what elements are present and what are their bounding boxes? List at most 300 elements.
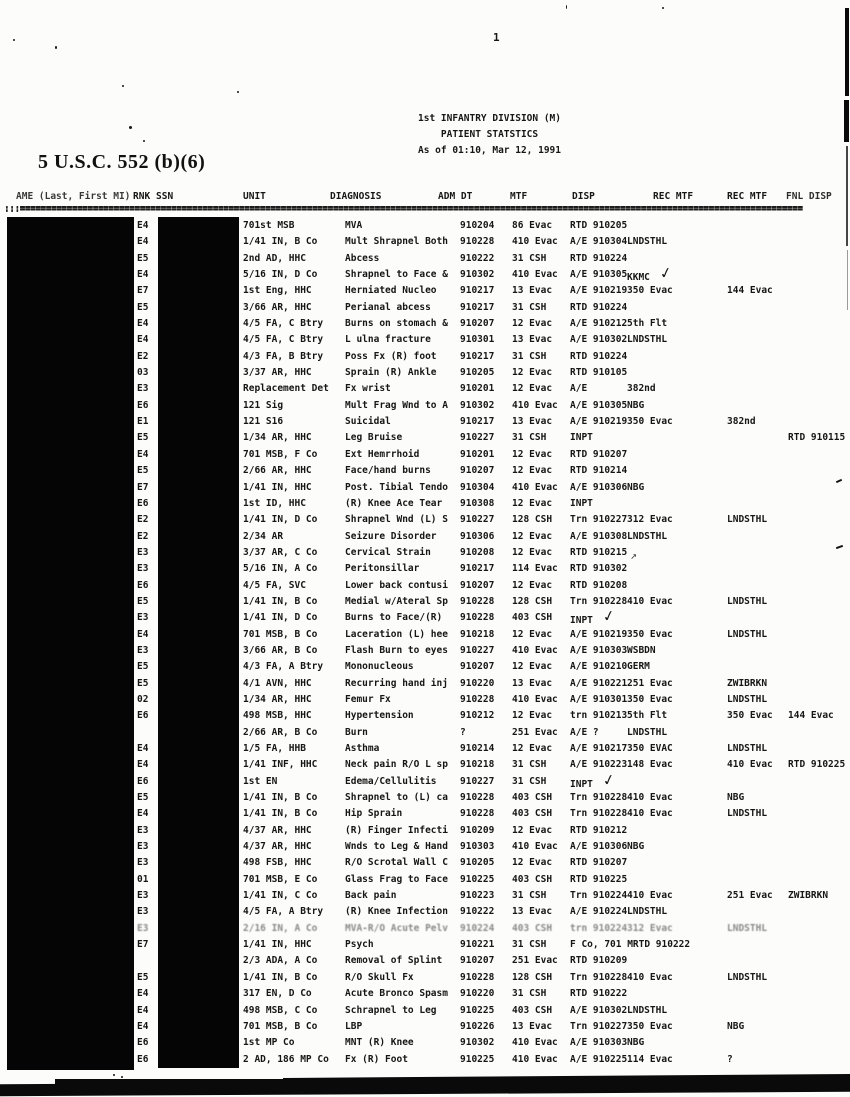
cell-rank: E4 [137, 1020, 149, 1032]
cell-receiving-mtf-1: KKMC ✓ [627, 262, 674, 284]
cell-disposition: trn 910213 [570, 710, 628, 722]
cell-mtf: 12 Evac [512, 383, 553, 395]
cell-diagnosis: Wnds to Leg & Hand [345, 841, 448, 853]
cell-disposition: F Co, 701 MRTD 910222 [570, 939, 691, 951]
cell-receiving-mtf-1: 350 Evac [627, 416, 673, 428]
page-number: 1 [493, 31, 500, 44]
column-header-ame-last-first-mi: AME (Last, First MI) [16, 191, 131, 202]
cell-disposition: A/E 910210 [570, 661, 628, 673]
cell-rank: E4 [137, 334, 149, 346]
cell-disposition: A/E 910225 [570, 1053, 628, 1065]
cell-disposition: A/E 910219 [570, 285, 628, 297]
cell-unit: 4/5 FA, C Btry [243, 318, 324, 330]
cell-rank: 01 [137, 873, 149, 885]
handwritten-arrow-mark: ↗ [630, 551, 637, 561]
cell-diagnosis: Burns on stomach & [345, 318, 448, 330]
cell-admission-date: 910207 [460, 318, 495, 330]
cell-mtf: 403 CSH [512, 808, 553, 820]
cell-rank: E2 [137, 514, 149, 526]
cell-diagnosis: Mult Shrapnel Both [345, 236, 448, 248]
cell-receiving-mtf-1: 410 Evac [627, 971, 673, 983]
cell-diagnosis: Peritonsillar [345, 563, 420, 575]
cell-mtf: 12 Evac [512, 530, 553, 542]
cell-mtf: 251 Evac [512, 955, 558, 967]
cell-admission-date: 910222 [460, 252, 495, 264]
cell-admission-date: 910207 [460, 579, 495, 591]
cell-mtf: 31 CSH [512, 890, 547, 902]
cell-unit: 2/66 AR, B Co [243, 726, 318, 738]
cell-disposition: INPT [570, 497, 593, 509]
cell-unit: 1/34 AR, HHC [243, 693, 312, 705]
cell-admission-date: 910228 [460, 792, 495, 804]
cell-admission-date: 910306 [460, 530, 495, 542]
cell-admission-date: 910228 [460, 595, 495, 607]
cell-receiving-mtf-2: ZWIBRKN [727, 677, 768, 689]
cell-admission-date: 910209 [460, 824, 495, 836]
cell-unit: 1/41 IN, B Co [243, 595, 318, 607]
cell-admission-date: 910220 [460, 677, 495, 689]
cell-admission-date: 910302 [460, 399, 495, 411]
cell-unit: 4/37 AR, HHC [243, 841, 312, 853]
handwritten-checkmark: ✓ [657, 262, 674, 284]
cell-admission-date: 910225 [460, 1053, 495, 1065]
cell-disposition: A/E 910306 [570, 481, 628, 493]
cell-rank: E2 [137, 350, 149, 362]
cell-rank: E3 [137, 906, 149, 918]
cell-rank: E6 [137, 775, 149, 787]
cell-rank: E6 [137, 1037, 149, 1049]
cell-diagnosis: (R) Finger Infecti [345, 824, 448, 836]
cell-mtf: 12 Evac [512, 824, 553, 836]
cell-unit: 1st EN [243, 775, 278, 787]
cell-receiving-mtf-1: NBG [627, 1037, 645, 1049]
cell-final-disposition: RTD 910115 [788, 432, 846, 444]
cell-disposition: RTD 910208 [570, 579, 628, 591]
cell-receiving-mtf-1: NBG [627, 399, 645, 411]
cell-disposition: A/E 910223 [570, 759, 628, 771]
cell-mtf: 12 Evac [512, 857, 553, 869]
cell-diagnosis: Sprain (R) Ankle [345, 367, 437, 379]
cell-diagnosis: Lower back contusi [345, 579, 448, 591]
column-header-mtf: MTF [510, 191, 528, 202]
cell-admission-date: 910218 [460, 759, 495, 771]
cell-rank: E5 [137, 465, 149, 477]
cell-admission-date: 910204 [460, 220, 495, 231]
cell-admission-date: 910227 [460, 432, 495, 444]
cell-admission-date: 910228 [460, 971, 495, 983]
cell-receiving-mtf-1: LNDSTHL [627, 906, 668, 918]
cell-mtf: 31 CSH [512, 939, 547, 951]
cell-rank: E3 [137, 546, 149, 558]
cell-mtf: 12 Evac [512, 367, 553, 379]
cell-unit: 701 MSB, B Co [243, 628, 318, 640]
cell-admission-date: 910227 [460, 644, 495, 656]
cell-diagnosis: Burns to Face/(R) [345, 612, 443, 624]
cell-rank: E6 [137, 579, 149, 591]
cell-admission-date: 910221 [460, 939, 495, 951]
cell-mtf: 12 Evac [512, 710, 553, 722]
cell-diagnosis: R/O Skull Fx [345, 971, 414, 983]
cell-unit: Replacement Det [243, 383, 329, 395]
cell-disposition: A/E [570, 383, 588, 395]
cell-receiving-mtf-2: 382nd [727, 416, 756, 428]
cell-diagnosis: MNT (R) Knee [345, 1037, 414, 1049]
cell-receiving-mtf-1: 410 Evac [627, 808, 673, 820]
handwritten-checkmark: ✓ [600, 606, 617, 627]
cell-unit: 5/16 IN, D Co [243, 269, 318, 281]
cell-diagnosis: Neck pain R/O L sp [345, 759, 448, 771]
cell-disposition: A/E 910303 [570, 644, 628, 656]
cell-rank: E4 [137, 808, 149, 820]
cell-receiving-mtf-2: LNDSTHL [727, 514, 768, 526]
scan-speckle [113, 1074, 115, 1076]
cell-diagnosis: Hip Sprain [345, 808, 403, 820]
cell-rank: E3 [137, 841, 149, 853]
cell-admission-date: 910205 [460, 857, 495, 869]
cell-unit: 2 AD, 186 MP Co [243, 1053, 329, 1065]
cell-disposition: A/E 910221 [570, 677, 628, 689]
cell-disposition: Trn 910224 [570, 890, 628, 902]
cell-receiving-mtf-1: 148 Evac [627, 759, 673, 771]
scan-speckle [143, 140, 145, 142]
cell-rank: E4 [137, 1004, 149, 1016]
scan-speckle [122, 85, 124, 87]
cell-unit: 2/3 ADA, A Co [243, 955, 318, 967]
cell-rank: E7 [137, 939, 149, 951]
cell-disposition: A/E 910224 [570, 906, 628, 918]
cell-diagnosis: L ulna fracture [345, 334, 431, 346]
cell-admission-date: 910207 [460, 955, 495, 967]
cell-mtf: 31 CSH [512, 350, 547, 362]
cell-disposition: RTD 910224 [570, 301, 628, 313]
cell-unit: 1/41 IN, B Co [243, 236, 318, 248]
cell-rank: E4 [137, 269, 149, 281]
cell-rank: E1 [137, 416, 149, 428]
column-header-adm-dt: ADM DT [438, 191, 473, 202]
cell-rank: E3 [137, 857, 149, 869]
cell-mtf: 12 Evac [512, 628, 553, 640]
cell-admission-date: 910225 [460, 1004, 495, 1016]
cell-receiving-mtf-2: 350 Evac [727, 710, 773, 722]
cell-receiving-mtf-1: LNDSTHL [627, 1004, 668, 1016]
cell-rank: E6 [137, 399, 149, 411]
cell-mtf: 410 Evac [512, 644, 558, 656]
cell-disposition: RTD 910214 [570, 465, 628, 477]
cell-receiving-mtf-2: LNDSTHL [727, 743, 768, 754]
cell-mtf: 13 Evac [512, 334, 553, 346]
cell-diagnosis: Flash Burn to eyes [345, 644, 448, 656]
cell-mtf: 410 Evac [512, 1037, 558, 1049]
cell-diagnosis: Ext Hemrrhoid [345, 448, 420, 460]
cell-admission-date: 910302 [460, 1037, 495, 1049]
cell-diagnosis: Suicidal [345, 416, 391, 428]
column-header-disp: DISP [572, 191, 595, 202]
cell-unit: 3/37 AR, C Co [243, 546, 318, 558]
cell-diagnosis: Mult Frag Wnd to A [345, 399, 448, 411]
cell-diagnosis: Laceration (L) hee [345, 628, 448, 640]
cell-rank: E3 [137, 824, 149, 836]
cell-diagnosis: Fx (R) Foot [345, 1053, 408, 1065]
cell-diagnosis: Burn [345, 726, 368, 738]
cell-final-disposition: RTD 910225 [788, 759, 846, 771]
cell-disposition: A/E 910219 [570, 628, 628, 640]
cell-receiving-mtf-2: NBG [727, 792, 745, 804]
cell-receiving-mtf-1: 350 Evac [627, 628, 673, 640]
cell-mtf: 13 Evac [512, 906, 553, 918]
cell-unit: 701 MSB, B Co [243, 1020, 318, 1032]
cell-diagnosis: Leg Bruise [345, 432, 403, 444]
cell-mtf: 410 Evac [512, 1053, 558, 1065]
cell-diagnosis: Shrapnel to (L) ca [345, 792, 448, 804]
scan-speckle [662, 7, 664, 9]
cell-unit: 2/66 AR, HHC [243, 465, 312, 477]
cell-rank: E3 [137, 383, 149, 395]
cell-disposition: A/E 910305 [570, 269, 628, 281]
cell-unit: 317 EN, D Co [243, 988, 312, 1000]
cell-disposition: A/E ? [570, 726, 599, 738]
cell-mtf: 31 CSH [512, 759, 547, 771]
scan-artifact-edge-line [845, 8, 849, 96]
cell-diagnosis: Herniated Nucleo [345, 285, 437, 297]
cell-mtf: 410 Evac [512, 399, 558, 411]
handwritten-checkmark: ✓ [600, 769, 617, 790]
cell-rank: E4 [137, 236, 149, 248]
cell-receiving-mtf-1: 114 Evac [627, 1053, 673, 1065]
cell-mtf: 13 Evac [512, 416, 553, 428]
cell-admission-date: 910217 [460, 563, 495, 575]
cell-disposition: INPT ✓ [570, 606, 617, 627]
cell-diagnosis: Shrapnel to Face & [345, 269, 448, 281]
cell-diagnosis: Medial w/Ateral Sp [345, 595, 448, 607]
cell-mtf: 128 CSH [512, 595, 553, 607]
cell-receiving-mtf-1: WSBDN [627, 644, 656, 656]
cell-disposition: RTD 910302 [570, 563, 628, 575]
cell-mtf: 31 CSH [512, 301, 547, 313]
cell-disposition: Trn 910228 [570, 971, 628, 983]
cell-mtf: 403 CSH [512, 1004, 553, 1016]
cell-receiving-mtf-2: LNDSTHL [727, 922, 768, 934]
cell-disposition: RTD 910225 [570, 873, 628, 885]
cell-receiving-mtf-1: GERM [627, 661, 650, 673]
cell-diagnosis: Acute Bronco Spasm [345, 988, 448, 1000]
cell-unit: 2nd AD, HHC [243, 252, 306, 264]
cell-mtf: 114 Evac [512, 563, 558, 575]
cell-mtf: 251 Evac [512, 726, 558, 738]
cell-admission-date: 910303 [460, 841, 495, 853]
cell-disposition: A/E 910217 [570, 743, 628, 754]
cell-receiving-mtf-1: 410 Evac [627, 792, 673, 804]
scan-speckle [129, 126, 132, 129]
cell-diagnosis: Schrapnel to Leg [345, 1004, 437, 1016]
cell-mtf: 12 Evac [512, 448, 553, 460]
cell-mtf: 31 CSH [512, 988, 547, 1000]
report-title-line1: 1st INFANTRY DIVISION (M) [418, 113, 561, 124]
cell-admission-date: 910301 [460, 334, 495, 346]
cell-unit: 121 S16 [243, 416, 284, 428]
cell-admission-date: ? [460, 726, 466, 738]
cell-admission-date: 910217 [460, 285, 495, 297]
cell-admission-date: 910222 [460, 906, 495, 918]
cell-receiving-mtf-1: 312 Evac [627, 922, 673, 934]
cell-disposition: RTD 910224 [570, 350, 628, 362]
cell-receiving-mtf-1: 410 Evac [627, 595, 673, 607]
cell-admission-date: 910304 [460, 481, 495, 493]
cell-unit: 4/37 AR, HHC [243, 824, 312, 836]
cell-disposition: RTD 910209 [570, 955, 628, 967]
cell-disposition: RTD 910212 [570, 824, 628, 836]
cell-admission-date: 910217 [460, 416, 495, 428]
cell-receiving-mtf-1: NBG [627, 481, 645, 493]
cell-diagnosis: Removal of Splint [345, 955, 443, 967]
cell-mtf: 12 Evac [512, 546, 553, 558]
cell-diagnosis: Edema/Cellulitis [345, 775, 437, 787]
cell-mtf: 12 Evac [512, 318, 553, 330]
cell-rank: E6 [137, 710, 149, 722]
cell-rank: E6 [137, 1053, 149, 1065]
cell-rank: E5 [137, 677, 149, 689]
cell-mtf: 128 CSH [512, 971, 553, 983]
cell-mtf: 410 Evac [512, 269, 558, 281]
cell-unit: 121 Sig [243, 399, 284, 411]
cell-admission-date: 910205 [460, 367, 495, 379]
cell-rank: E2 [137, 530, 149, 542]
cell-unit: 1/41 IN, D Co [243, 514, 318, 526]
cell-disposition: RTD 910207 [570, 857, 628, 869]
cell-unit: 1/41 IN, HHC [243, 939, 312, 951]
cell-diagnosis: Back pain [345, 890, 397, 902]
cell-mtf: 86 Evac [512, 220, 553, 231]
cell-disposition: A/E 910305 [570, 399, 628, 411]
report-title-line2: PATIENT STATSTICS [440, 129, 539, 140]
cell-disposition: RTD 910224 [570, 252, 628, 264]
cell-receiving-mtf-1: LNDSTHL [627, 334, 668, 346]
cell-rank: 03 [137, 367, 149, 379]
cell-mtf: 403 CSH [512, 792, 553, 804]
cell-receiving-mtf-1: 382nd [627, 383, 656, 395]
cell-mtf: 403 CSH [512, 922, 553, 934]
cell-disposition: A/E 910304 [570, 236, 628, 248]
cell-unit: 4/5 FA, SVC [243, 579, 306, 591]
cell-diagnosis: Seizure Disorder [345, 530, 437, 542]
cell-disposition: A/E 910212 [570, 318, 628, 330]
cell-disposition: A/E 910302 [570, 334, 628, 346]
cell-unit: 1st MP Co [243, 1037, 295, 1049]
column-header-diagnosis: DIAGNOSIS [330, 191, 382, 202]
cell-diagnosis: LBP [345, 1020, 363, 1032]
cell-mtf: 12 Evac [512, 579, 553, 591]
cell-rank: E4 [137, 743, 149, 754]
cell-admission-date: 910225 [460, 873, 495, 885]
cell-disposition: A/E 910306 [570, 841, 628, 853]
cell-rank: E3 [137, 563, 149, 575]
cell-disposition: RTD 910222 [570, 988, 628, 1000]
cell-unit: 4/5 FA, C Btry [243, 334, 324, 346]
cell-admission-date: 910201 [460, 448, 495, 460]
cell-admission-date: 910217 [460, 301, 495, 313]
cell-diagnosis: MVA [345, 220, 363, 231]
cell-rank: E7 [137, 481, 149, 493]
scan-speckle [566, 5, 567, 9]
cell-rank: E3 [137, 612, 149, 624]
cell-diagnosis: Abcess [345, 252, 380, 264]
scan-artifact-edge-line [847, 250, 848, 310]
cell-receiving-mtf-1: NBG [627, 841, 645, 853]
cell-disposition: A/E 910301 [570, 693, 628, 705]
cell-rank: E4 [137, 628, 149, 640]
cell-mtf: 128 CSH [512, 514, 553, 526]
cell-mtf: 31 CSH [512, 775, 547, 787]
cell-admission-date: 910217 [460, 350, 495, 362]
cell-mtf: 12 Evac [512, 661, 553, 673]
cell-diagnosis: Post. Tibial Tendo [345, 481, 448, 493]
cell-mtf: 13 Evac [512, 1020, 553, 1032]
cell-unit: 3/66 AR, B Co [243, 644, 318, 656]
cell-disposition: trn 910224 [570, 922, 628, 934]
cell-receiving-mtf-2: LNDSTHL [727, 971, 768, 983]
column-header-fnl-disp: FNL DISP [786, 191, 832, 202]
scan-artifact-edge-line [846, 146, 848, 246]
cell-rank: E3 [137, 890, 149, 902]
cell-receiving-mtf-1: 350 Evac [627, 1020, 673, 1032]
cell-rank: 02 [137, 693, 149, 705]
cell-receiving-mtf-2: 144 Evac [727, 285, 773, 297]
cell-admission-date: 910308 [460, 497, 495, 509]
cell-unit: 4/3 FA, B Btry [243, 350, 324, 362]
cell-rank: E4 [137, 220, 149, 231]
cell-diagnosis: Femur Fx [345, 693, 391, 705]
cell-admission-date: 910228 [460, 612, 495, 624]
cell-unit: 1st Eng, HHC [243, 285, 312, 297]
cell-rank: E7 [137, 285, 149, 297]
cell-admission-date: 910212 [460, 710, 495, 722]
cell-admission-date: 910218 [460, 628, 495, 640]
cell-admission-date: 910228 [460, 693, 495, 705]
cell-unit: 1/41 IN, D Co [243, 612, 318, 624]
cell-diagnosis: Cervical Strain [345, 546, 431, 558]
scan-speckle [237, 91, 239, 93]
cell-rank: E5 [137, 971, 149, 983]
cell-unit: 1/34 AR, HHC [243, 432, 312, 444]
cell-disposition: RTD 910105 [570, 367, 628, 379]
cell-diagnosis: (R) Knee Infection [345, 906, 448, 918]
cell-disposition: A/E 910308 [570, 530, 628, 542]
cell-mtf: 403 CSH [512, 612, 553, 624]
cell-admission-date: 910207 [460, 661, 495, 673]
cell-rank: E3 [137, 922, 149, 934]
cell-final-disposition: 144 Evac [788, 710, 834, 722]
cell-disposition: RTD 910205 [570, 220, 628, 231]
redaction-bar-name-column [7, 217, 134, 1070]
cell-receiving-mtf-1: 350 EVAC [627, 743, 673, 754]
cell-mtf: 410 Evac [512, 236, 558, 248]
cell-admission-date: 910207 [460, 465, 495, 477]
cell-disposition: RTD 910215 ↗ [570, 545, 637, 561]
cell-diagnosis: Psych [345, 939, 374, 951]
cell-receiving-mtf-1: 312 Evac [627, 514, 673, 526]
header-separator-line: :::====================================================================================================================================================== [4, 203, 803, 214]
redaction-bar-ssn-column [158, 217, 239, 1068]
cell-mtf: 31 CSH [512, 252, 547, 264]
cell-mtf: 31 CSH [512, 432, 547, 444]
cell-unit: 1/41 IN, B Co [243, 808, 318, 820]
cell-diagnosis: Perianal abcess [345, 301, 431, 313]
cell-mtf: 410 Evac [512, 481, 558, 493]
cell-receiving-mtf-1: 5th Flt [627, 318, 668, 330]
cell-admission-date: 910226 [460, 1020, 495, 1032]
cell-unit: 4/3 FA, A Btry [243, 661, 324, 673]
cell-admission-date: 910227 [460, 775, 495, 787]
cell-disposition: Trn 910228 [570, 792, 628, 804]
